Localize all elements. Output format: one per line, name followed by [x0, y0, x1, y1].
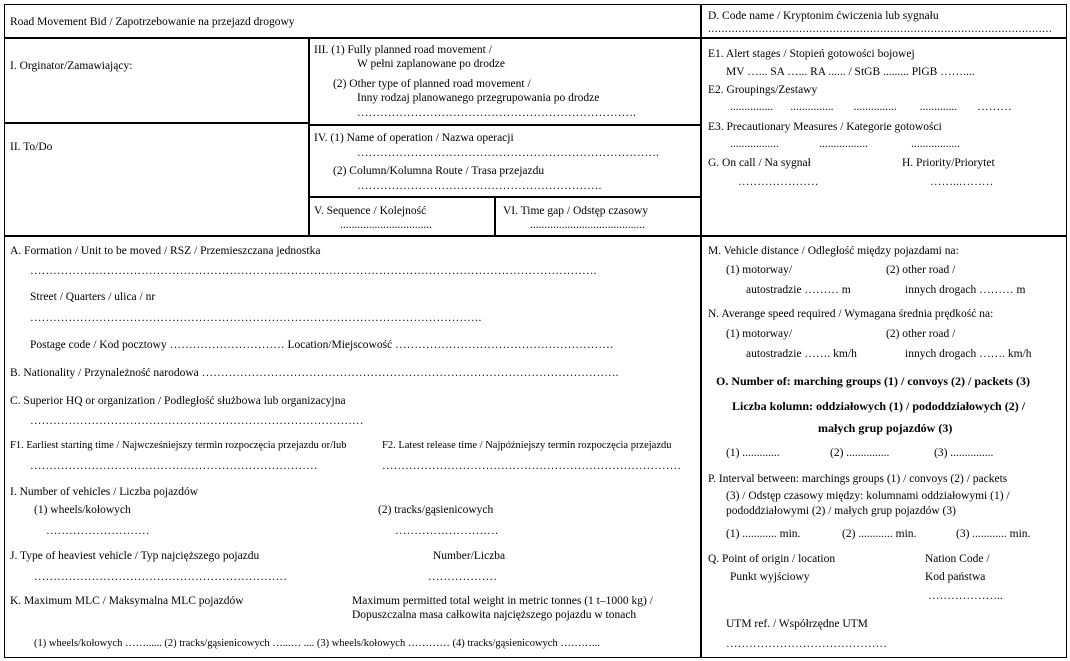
time-gap-label: VI. Time gap / Odstęp czasowy [503, 205, 649, 217]
iii2b-label: Inny rodzaj planowanego przegrupowania po drodze [357, 92, 600, 104]
divider-mid [4, 235, 1067, 237]
tracks-field[interactable]: ……………………… [395, 525, 499, 537]
max-weight-label-1: Maximum permitted total weight in metric tonnes (1 t–1000 kg) / [352, 595, 653, 607]
time-gap-field[interactable]: ........................................ [530, 219, 645, 231]
interval-label-2: (3) / Odstęp czasowy między: kolumnami oddziałowymi (1) / [726, 490, 1010, 502]
speed-other-field[interactable]: innych drogach ……. km/h [905, 348, 1032, 360]
interval-field-2[interactable]: (2) ............ min. [842, 528, 917, 540]
point-of-origin-label: Q. Point of origin / location [708, 553, 836, 565]
formation-field[interactable]: …………………………………………………………………………………………………………………………………. [30, 265, 597, 277]
latest-release-label: F2. Latest release time / Najpóźniejszy termin rozpoczęcia przejazdu [382, 440, 672, 451]
code-name-field[interactable]: ...................................................................................................... [708, 23, 1053, 35]
heaviest-vehicle-field[interactable]: ………………………………………………………… [34, 571, 287, 583]
originator-label: I. Orginator/Zamawiający: [10, 60, 133, 72]
divider-iii-iv [308, 124, 701, 126]
groupings-label: E2. Groupings/Zestawy [708, 84, 818, 96]
iv2-field[interactable]: ………………………………………………………. [357, 180, 602, 192]
distance-motorway-label: (1) motorway/ [726, 264, 793, 276]
utm-field[interactable]: …………………………………… [726, 638, 887, 650]
iii1-label: III. (1) Fully planned road movement / [314, 44, 492, 56]
earliest-start-label: F1. Earliest starting time / Najwcześniejszy termin rozpoczęcia przejazdu or/lub [10, 440, 347, 451]
street-field[interactable]: ………………………………………………………………………………………………………. [30, 312, 482, 324]
iii2-label: (2) Other type of planned road movement / [333, 78, 531, 90]
vehicle-distance-label: M. Vehicle distance / Odległość między pojazdami na: [708, 245, 959, 257]
number-groups-heading-3: małych grup pojazdów (3) [818, 421, 953, 435]
groupings-field[interactable]: ............... ............... ............... ............. ……… [730, 101, 1012, 113]
on-call-field[interactable]: ………………… [738, 176, 819, 188]
sequence-label: V. Sequence / Kolejność [314, 205, 427, 217]
nationality-line[interactable]: B. Nationality / Przynależność narodowa ………………………………………………………………………………………………. [10, 367, 619, 379]
wheels-label: (1) wheels/kołowych [34, 504, 131, 516]
iv1-label: IV. (1) Name of operation / Nazwa operacji [314, 132, 514, 144]
speed-motorway-field[interactable]: autostradzie ……. km/h [746, 348, 857, 360]
form-title: Road Movement Bid / Zapotrzebowanie na przejazd drogowy [10, 16, 295, 28]
iv1-field[interactable]: ……………………………………………………………………. [357, 147, 659, 159]
earliest-start-field[interactable]: ………………………………………………………………… [30, 460, 318, 472]
priority-field[interactable]: ……..……… [930, 176, 994, 188]
number-groups-heading-1: O. Number of: marching groups (1) / convoys (2) / packets (3) [716, 374, 1030, 388]
wheels-field[interactable]: ……………………… [46, 525, 150, 537]
divider-iii-iv-v [308, 37, 310, 236]
max-weight-label-2: Dopuszczalna masa całkowita najcięższego pojazdu w tonach [352, 609, 637, 621]
divider-vertical-main [700, 4, 702, 658]
heaviest-vehicle-label: J. Type of heaviest vehicle / Typ najcięższego pojazdu [10, 550, 260, 562]
precautionary-label: E3. Precautionary Measures / Kategorie gotowości [708, 121, 942, 133]
iii-field[interactable]: ………………………………………………………………. [357, 107, 636, 119]
point-of-origin-label-2: Punkt wyjściowy [730, 571, 810, 583]
sequence-field[interactable]: ................................ [340, 219, 432, 231]
nation-code-field[interactable]: ……………….. [928, 590, 1003, 602]
number-field[interactable]: ……………… [428, 571, 497, 583]
street-label: Street / Quarters / ulica / nr [30, 291, 156, 303]
code-name-label: D. Code name / Kryptonim ćwiczenia lub sygnału [708, 10, 939, 22]
groups-field-3[interactable]: (3) ............... [934, 447, 994, 459]
on-call-label: G. On call / Na sygnał [708, 157, 811, 169]
iv2-label: (2) Column/Kolumna Route / Trasa przejazdu [333, 165, 545, 177]
superior-hq-label: C. Superior HQ or organization / Podległość służbowa lub organizacyjna [10, 395, 346, 407]
divider-right-d [700, 37, 1067, 39]
speed-other-label: (2) other road / [886, 328, 956, 340]
mlc-values-line[interactable]: (1) wheels/kołowych ……...... (2) tracks/gąsienicowych …...… .... (3) wheels/kołowych ………… (4) tracks/gąsienicowych ………... [34, 638, 600, 649]
interval-field-1[interactable]: (1) ............ min. [726, 528, 801, 540]
nation-code-label-2: Kod państwa [925, 571, 986, 583]
formation-label: A. Formation / Unit to be moved / RSZ / Przemieszczana jednostka [10, 245, 321, 257]
latest-release-field[interactable]: …………………………………………………………………… [382, 460, 681, 472]
distance-other-field[interactable]: innych drogach ……… m [905, 284, 1026, 296]
number-label: Number/Liczba [433, 550, 506, 562]
postage-location-line[interactable]: Postage code / Kod pocztowy ………………………… Location/Miejscowość ………………………………………………… [30, 339, 614, 351]
groups-field-2[interactable]: (2) ............... [830, 447, 890, 459]
groups-field-1[interactable]: (1) ............. [726, 447, 780, 459]
divider-top-header [4, 37, 701, 39]
to-label: II. To/Do [10, 141, 53, 153]
nation-code-label: Nation Code / [925, 553, 990, 565]
precautionary-field[interactable]: ................. ................. ................. [730, 138, 960, 150]
iii1b-label: W pełni zaplanowane po drodze [357, 58, 505, 70]
interval-label-1: P. Interval between: marchings groups (1) / convoys (2) / packets [708, 473, 1008, 485]
tracks-label: (2) tracks/gąsienicowych [378, 504, 494, 516]
superior-hq-field[interactable]: …………………………………………………………………………… [30, 415, 364, 427]
alert-stages-label: E1. Alert stages / Stopień gotowości bojowej [708, 48, 915, 60]
avg-speed-label: N. Averange speed required / Wymagana średnia prędkość na: [708, 308, 994, 320]
max-mlc-label: K. Maximum MLC / Maksymalna MLC pojazdów [10, 595, 244, 607]
priority-label: H. Priority/Priorytet [902, 157, 995, 169]
alert-stages-values[interactable]: MV …... SA …... RA ...... / StGB ......... PlGB …….... [726, 66, 975, 78]
divider-v-vi [494, 196, 496, 236]
speed-motorway-label: (1) motorway/ [726, 328, 793, 340]
interval-field-3[interactable]: (3) ............ min. [956, 528, 1031, 540]
vehicles-label: I. Number of vehicles / Liczba pojazdów [10, 486, 199, 498]
distance-other-label: (2) other road / [886, 264, 956, 276]
divider-orig-to [4, 122, 309, 124]
utm-label: UTM ref. / Współrzędne UTM [726, 618, 868, 630]
divider-iv-v [308, 196, 701, 198]
number-groups-heading-2: Liczba kolumn: oddziałowych (1) / pododdziałowych (2) / [732, 399, 1026, 413]
interval-label-3: pododdziałowymi (2) / małych grup pojazdów (3) [726, 505, 956, 517]
distance-motorway-field[interactable]: autostradzie ……… m [746, 284, 851, 296]
